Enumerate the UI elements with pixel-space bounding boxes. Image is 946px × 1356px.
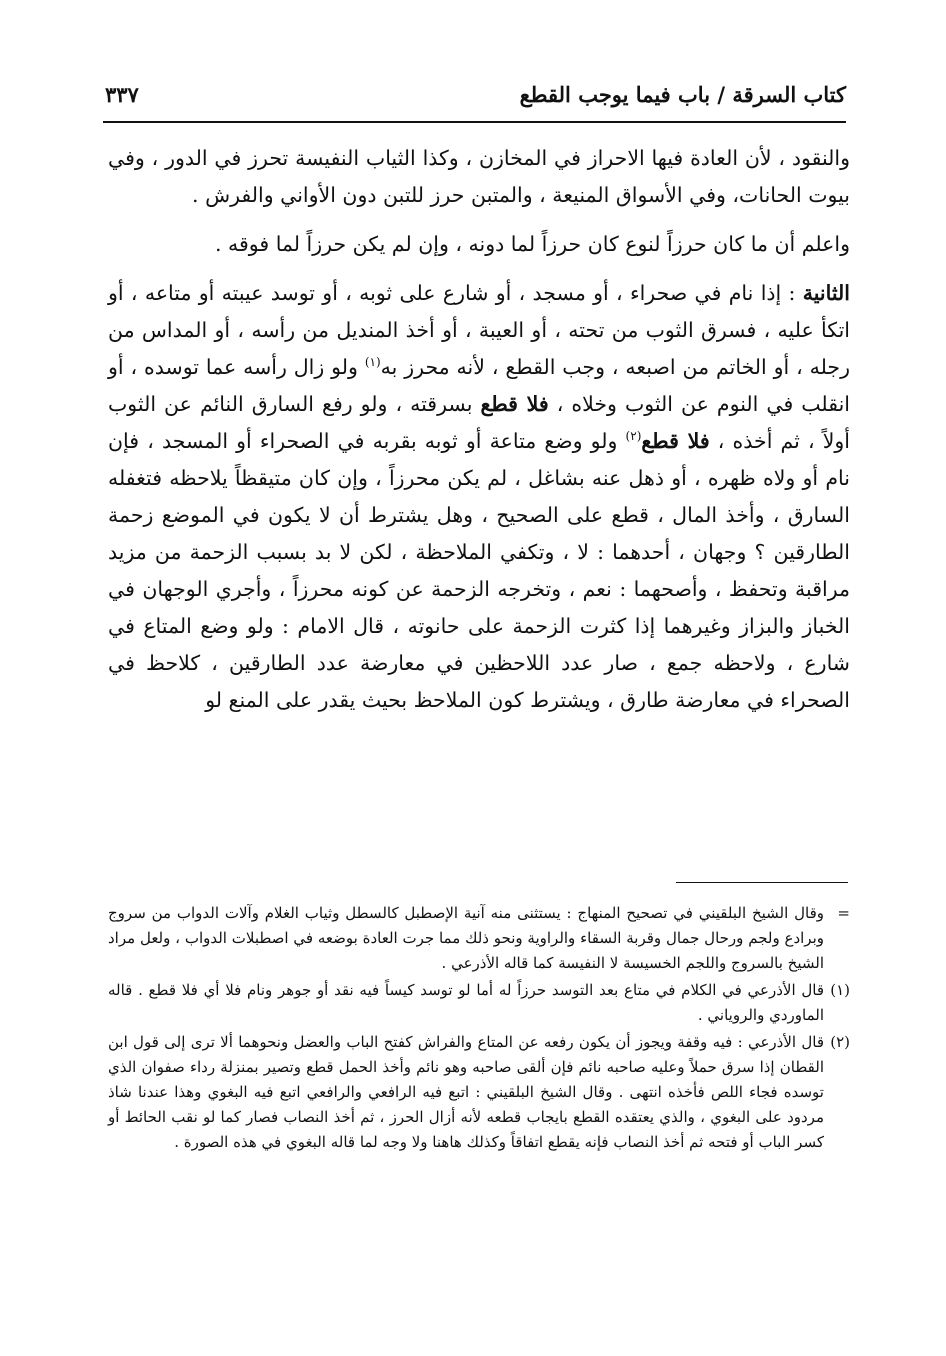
footnote-continued [108,901,850,976]
footnote-rule [676,882,848,883]
paragraph-3 [108,275,850,719]
footnote-1 [108,978,850,1028]
footnote-1-mark: (١) [830,981,850,999]
footnote-continued-text: وقال الشيخ البلقيني في تصحيح المنهاج : يستثنى منه آنية الإصطبل كالسطل وثياب الغلام وآلات الدواب من سروج وبرادع ولجم ورحال جمال وقربة السقاء والراوية ونحو ذلك مما جرت العادة بوضعه في اصطبلات الدواب ، ولعل مراد الشيخ بالسروج واللجم الخسيسة لا النفيسة كما قاله الأذرعي . [108,904,824,972]
paragraph-2: واعلم أن ما كان حرزاً لنوع كان حرزاً لما دونه ، وإن لم يكن حرزاً لما فوقه . [214,232,850,256]
paragraph-3-part-d: ولو وضع متاعة أو ثوبه بقربه في الصحراء أو المسجد ، فإن نام أو ولاه ظهره ، أو ذهل عنه بشاغل ، لم يكن محرزاً ، وإن كان متيقظاً يلاحظه فتغفله السارق ، وأخذ المال ، قطع على الصحيح ، وهل يشترط أن لا يكون في الموضع زحمة الطارقين ؟ وجهان ، أحدهما : لا ، وتكفي الملاحظة ، لكن لا بد بسبب الزحمة من مزيد مراقبة وتحفظ ، وأصحهما : نعم ، وتخرجه الزحمة عن كونه محرزاً ، وأجري الوجهان في الخباز والبزاز وغيرهما إذا كثرت الزحمة على حانوته ، قال الامام : ولو وضع المتاع في شارع ، ولاحظه جمع ، صار عدد اللاحظين في معارضة عدد الطارقين ، كلاحظ في الصحراء في معارضة طارق ، ويشترط كون الملاحظ بحيث يقدر على المنع لو [108,429,850,712]
footnote-continued-mark: = [837,904,850,922]
footnote-2-mark: (٢) [830,1033,850,1051]
footnote-2 [108,1030,850,1155]
header-rule [103,121,846,123]
no-cutting-phrase-1: فلا قطع [480,392,549,416]
no-cutting-phrase-2: فلا قطع [641,429,710,453]
footnote-1-text: قال الأذرعي في الكلام في متاع بعد التوسد حرزاً له أما لو توسد كيساً فيه نقد أو جوهر ونام فلا أي فلا قطع . قاله الماوردي والروياني . [108,981,824,1024]
paragraph-3-part-a: : إذا نام في صحراء ، أو مسجد ، أو شارع على ثوبه ، أو توسد عيبته أو متاعه ، أو اتكأ عليه ، فسرق الثوب من تحته ، أو العيبة ، أو أخذ المنديل من رأسه ، أو المداس من رجله ، أو الخاتم من اصبعه ، وجب القطع ، لأنه محرز به [108,281,851,379]
footnote-2-text: قال الأذرعي : فيه وقفة ويجوز أن يكون رفعه عن المتاع والفراش كفتح الباب والعضل ونحوهما ألا ترى إلى قول ابن القطان إذا سرق حملاً وعليه صاحبه نائم فإن ألقى صاحبه وهو نائم وأخذ الحمل قطع وتصير بمنزلة رداء صفوان الذي توسده فجاء اللص فأخذه انتهى . وقال الشيخ البلقيني : اتبع فيه الرافعي والرافعي اتبع فيه البغوي وهذا عندنا شاذ مردود على البغوي ، والذي يعتقده القطع بايجاب قطعه لأنه أزال الحرز ، ثم أخذ النصاب فصار كما لو نقب الحائط أو كسر الباب أو فتحه ثم أخذ النصاب فإنه يقطع اتفاقاً وكذلك هاهنا ولا وجه لما قاله البغوي في هذه الصورة . [108,1033,824,1151]
page-number: ٣٣٧ [105,82,139,107]
paragraph-1: والنقود ، لأن العادة فيها الاحراز في المخازن ، وكذا الثياب النفيسة تحرز في الدور ، وفي بيوت الحانات، وفي الأسواق المنيعة ، والمتبن حرز للتبن دون الأواني والفرش . [108,146,850,207]
section-lead: الثانية [802,281,850,305]
footnote-ref-2[interactable]: (٢) [625,429,642,444]
page-header [103,80,846,120]
footnotes [108,901,850,1157]
main-text [108,140,850,719]
footnote-ref-1[interactable]: (١) [364,355,381,370]
paragraph-3-part-c: بسرقته ، ولو رفع السارق النائم عن الثوب أولاً ، ثم أخذه ، [108,392,850,453]
running-head: كتاب السرقة / باب فيما يوجب القطع [519,82,846,107]
paragraph-3-part-b: ولو زال رأسه عما توسده ، أو انقلب في النوم عن الثوب وخلاه ، [108,355,850,416]
